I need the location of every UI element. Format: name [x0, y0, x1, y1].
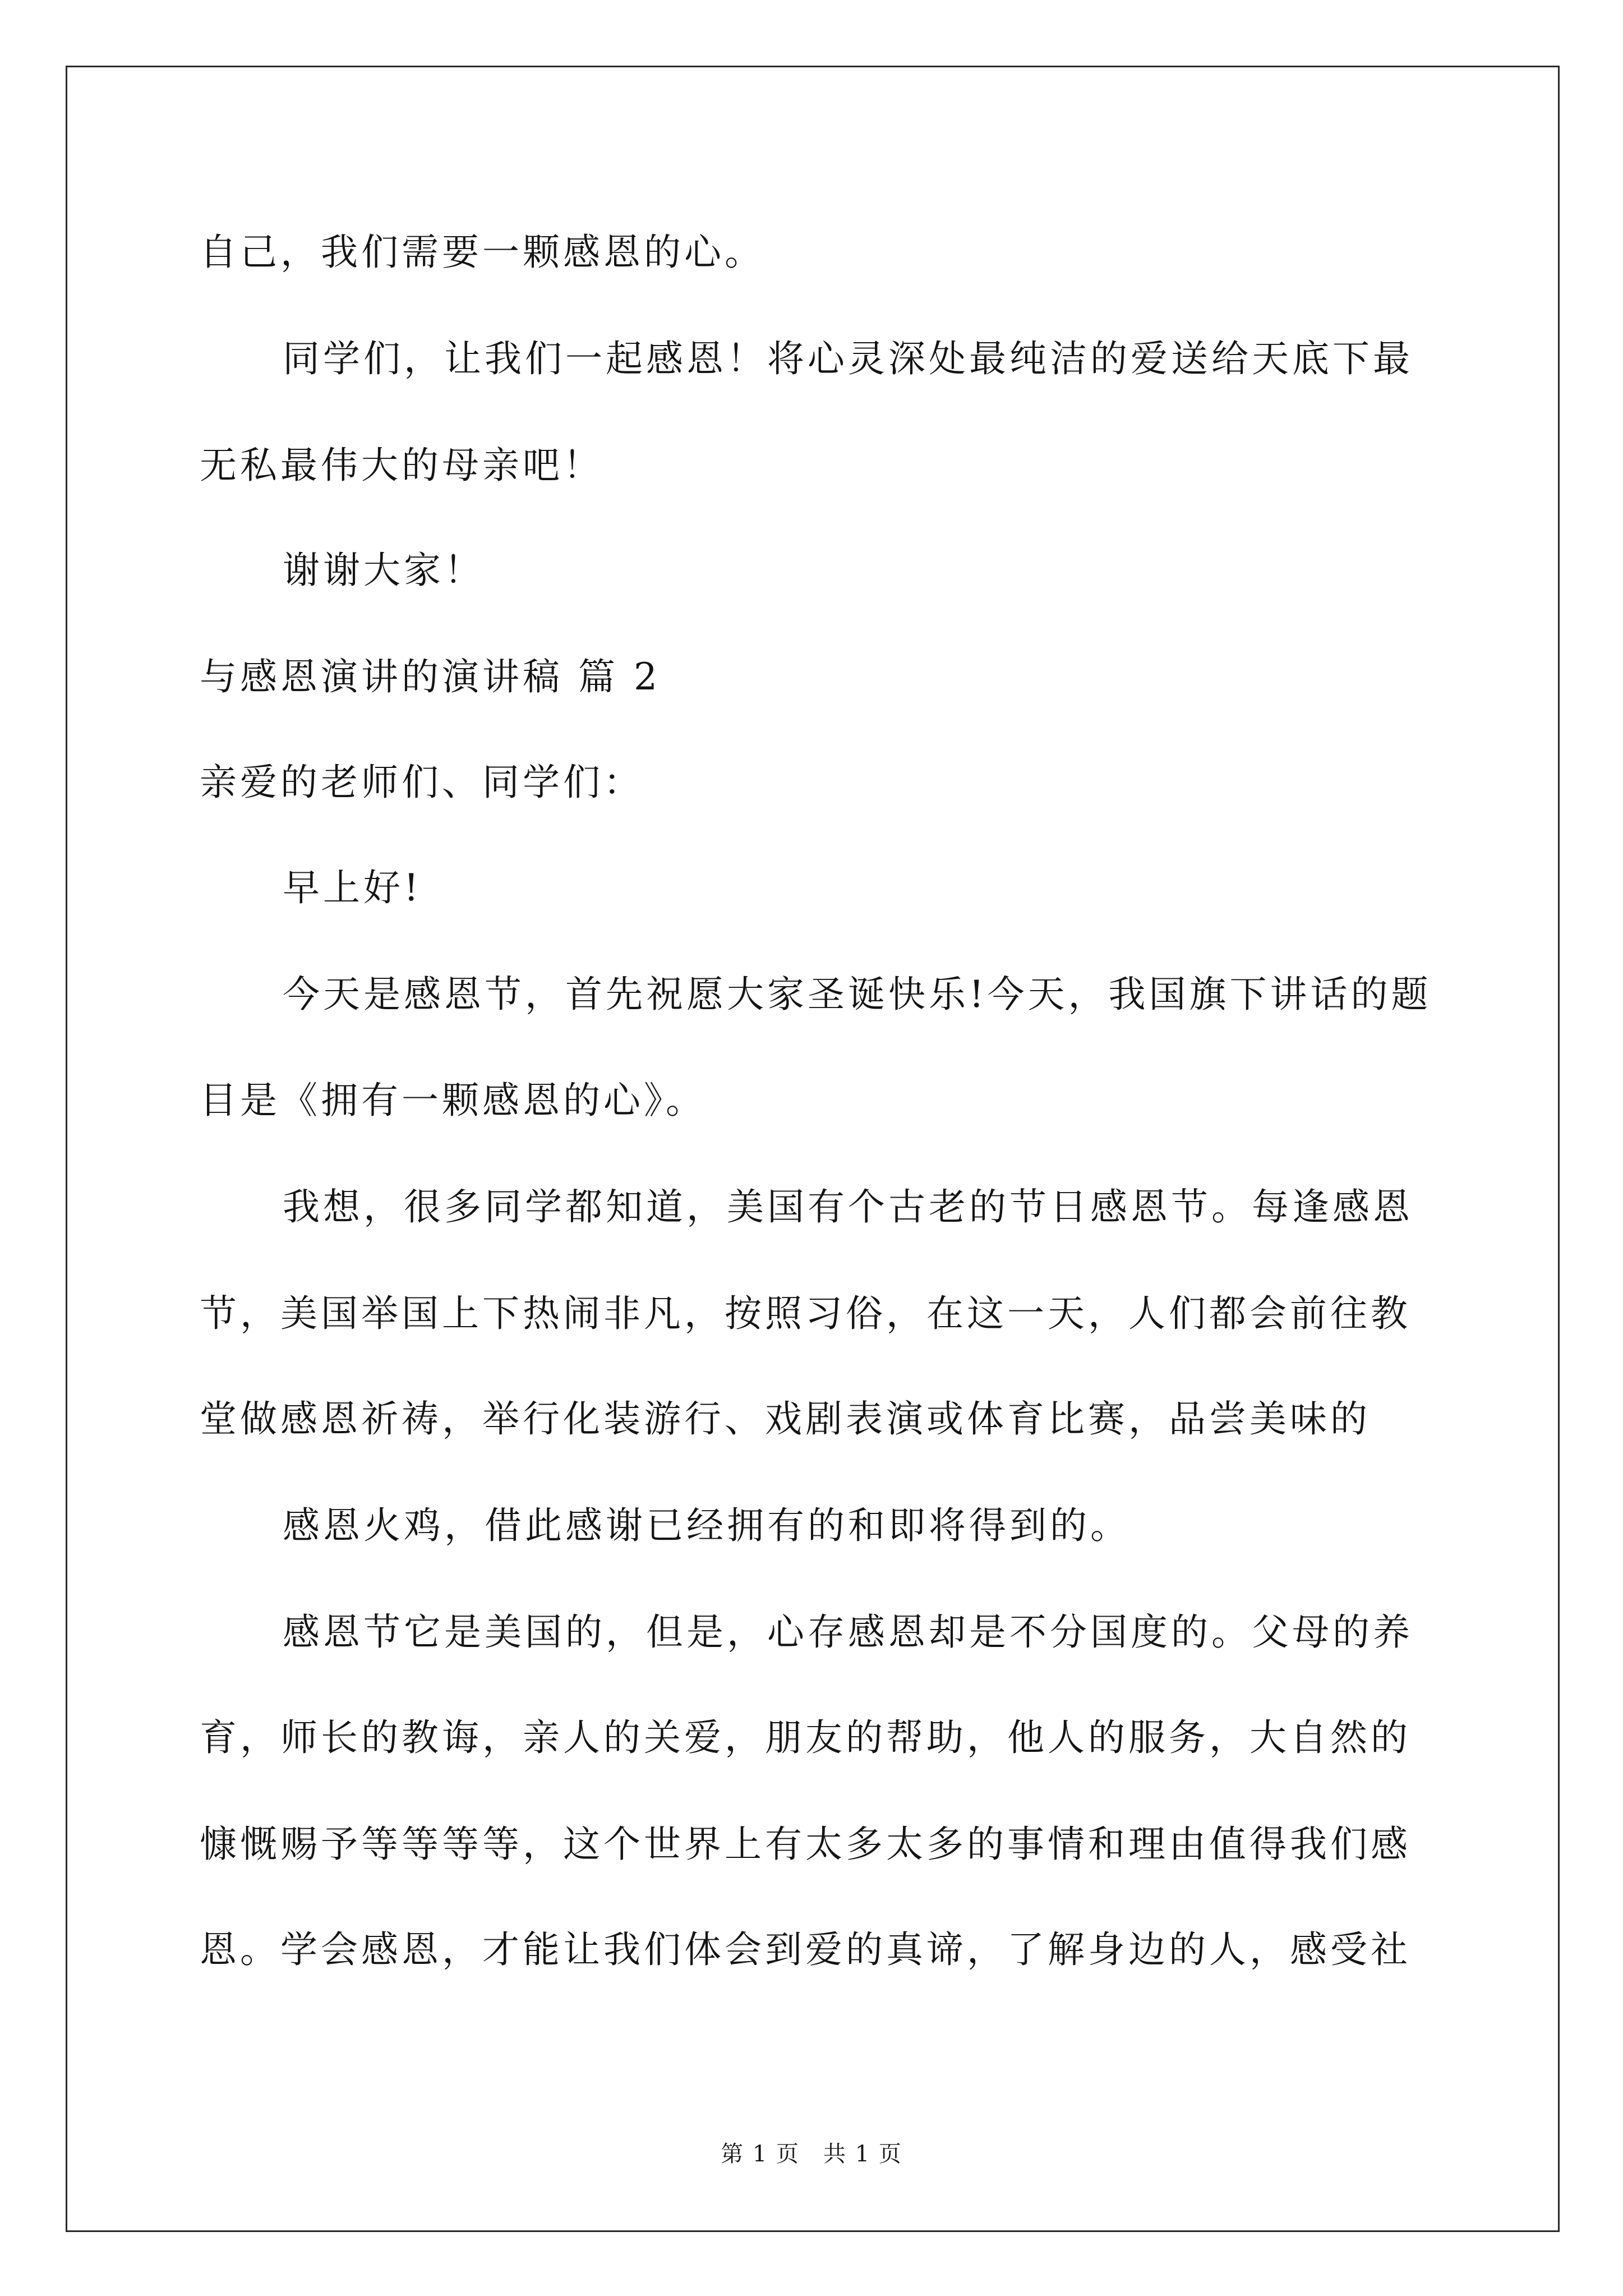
greeting: 早上好!: [283, 866, 422, 909]
text-line: 今天是感恩节，首先祝愿大家圣诞快乐!今天，我国旗下讲话的题: [283, 973, 1432, 1016]
text-line: 育，师长的教诲，亲人的关爱，朋友的帮助，他人的服务，大自然的: [200, 1716, 1411, 1759]
salutation: 亲爱的老师们、同学们：: [200, 761, 644, 804]
text-line: 慷慨赐予等等等等，这个世界上有太多太多的事情和理由值得我们感: [200, 1823, 1411, 1866]
text-line: 自己，我们需要一颗感恩的心。: [200, 231, 765, 274]
text-line: 目是《拥有一颗感恩的心》。: [200, 1079, 706, 1122]
section-heading: 与感恩演讲的演讲稿 篇 2: [200, 655, 661, 698]
page-border: [66, 66, 1560, 2232]
text-line: 我想，很多同学都知道，美国有个古老的节日感恩节。每逢感恩: [283, 1185, 1413, 1228]
text-line: 节，美国举国上下热闹非凡，按照习俗，在这一天，人们都会前往教: [200, 1292, 1411, 1335]
text-line: 感恩火鸡，借此感谢已经拥有的和即将得到的。: [283, 1504, 1131, 1547]
text-line: 感恩节它是美国的，但是，心存感恩却是不分国度的。父母的养: [283, 1611, 1413, 1654]
page-footer: 第 1 页 共 1 页: [721, 2141, 902, 2167]
text-line: 堂做感恩祈祷，举行化装游行、戏剧表演或体育比赛，品尝美味的: [200, 1397, 1371, 1441]
text-line: 恩。学会感恩，才能让我们体会到爱的真谛，了解身边的人，感受社: [200, 1928, 1411, 1971]
text-line: 谢谢大家！: [283, 549, 485, 592]
text-line: 同学们，让我们一起感恩！将心灵深处最纯洁的爱送给天底下最: [283, 337, 1413, 380]
text-line: 无私最伟大的母亲吧！: [200, 444, 603, 487]
